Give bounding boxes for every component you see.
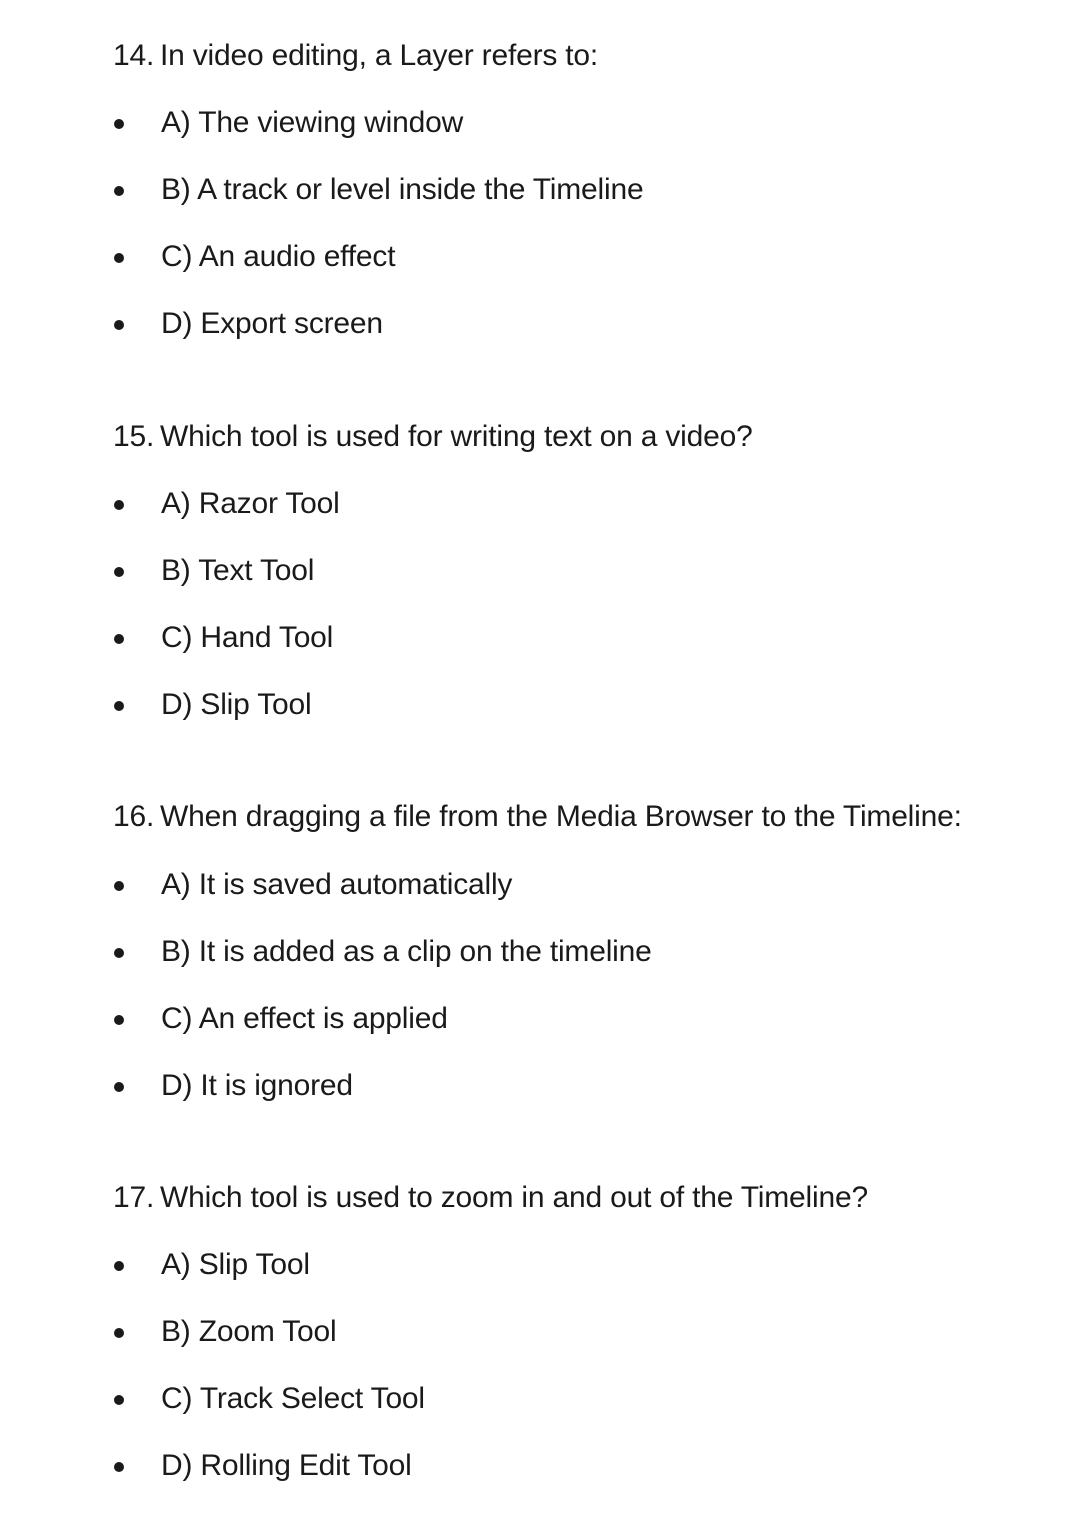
option-label: C) An audio effect <box>161 240 396 273</box>
question-number: 15. <box>113 420 155 453</box>
option-label: D) Rolling Edit Tool <box>161 1449 412 1482</box>
option-item <box>0 1310 1086 1354</box>
bullet-icon <box>114 1015 124 1025</box>
question-title <box>113 795 962 839</box>
question-text: Which tool is used to zoom in and out of the Timeline? <box>160 1181 868 1214</box>
bullet-icon <box>114 1082 124 1092</box>
bullet-icon <box>114 119 124 129</box>
bullet-icon <box>114 1462 124 1472</box>
option-label: C) Track Select Tool <box>161 1382 425 1415</box>
option-item <box>0 1377 1086 1421</box>
bullet-icon <box>114 1395 124 1405</box>
question-text: When dragging a file from the Media Browser to the Timeline: <box>160 800 962 833</box>
option-label: D) It is ignored <box>161 1069 353 1102</box>
option-label: D) Slip Tool <box>161 688 312 721</box>
option-label: A) Razor Tool <box>161 487 340 520</box>
option-label: D) Export screen <box>161 307 383 340</box>
bullet-icon <box>114 948 124 958</box>
bullet-icon <box>114 320 124 330</box>
question-number: 14. <box>113 39 155 72</box>
option-item <box>0 1064 1086 1108</box>
bullet-icon <box>114 634 124 644</box>
option-label: B) It is added as a clip on the timeline <box>161 935 652 968</box>
bullet-icon <box>114 567 124 577</box>
option-label: A) The viewing window <box>161 106 464 139</box>
option-label: C) An effect is applied <box>161 1002 448 1035</box>
option-item <box>0 302 1086 346</box>
option-item <box>0 101 1086 145</box>
question-text: In video editing, a Layer refers to: <box>160 39 599 72</box>
option-label: B) Zoom Tool <box>161 1315 337 1348</box>
option-item <box>0 482 1086 526</box>
option-item <box>0 997 1086 1041</box>
question-number: 16. <box>113 800 155 833</box>
option-label: A) Slip Tool <box>161 1248 310 1281</box>
option-item <box>0 235 1086 279</box>
question-title <box>113 1176 868 1220</box>
bullet-icon <box>114 1261 124 1271</box>
option-item <box>0 863 1086 907</box>
option-item <box>0 616 1086 660</box>
option-item <box>0 683 1086 727</box>
bullet-icon <box>114 186 124 196</box>
question-title <box>113 34 598 78</box>
question-title <box>113 415 753 459</box>
question-text: Which tool is used for writing text on a video? <box>160 420 753 453</box>
option-label: B) A track or level inside the Timeline <box>161 173 644 206</box>
bullet-icon <box>114 1328 124 1338</box>
option-label: B) Text Tool <box>161 554 315 587</box>
option-item <box>0 1444 1086 1488</box>
option-label: A) It is saved automatically <box>161 868 513 901</box>
option-label: C) Hand Tool <box>161 621 334 654</box>
question-number: 17. <box>113 1181 155 1214</box>
bullet-icon <box>114 701 124 711</box>
bullet-icon <box>114 500 124 510</box>
option-item <box>0 549 1086 593</box>
option-item <box>0 168 1086 212</box>
option-item <box>0 930 1086 974</box>
option-item <box>0 1243 1086 1287</box>
bullet-icon <box>114 881 124 891</box>
bullet-icon <box>114 253 124 263</box>
